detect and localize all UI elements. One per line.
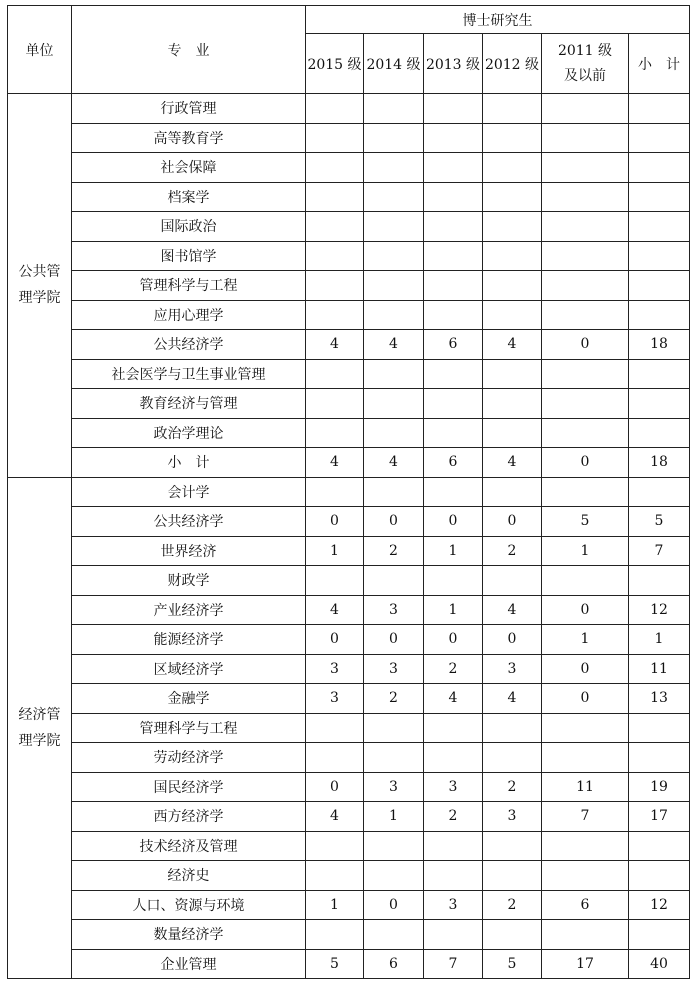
- major-cell: 区域经济学: [72, 654, 306, 684]
- year-2015-cell: 4: [306, 802, 364, 832]
- subtotal-cell: 12: [629, 890, 690, 920]
- subtotal-cell: [629, 743, 690, 773]
- year-2014-cell: [364, 153, 424, 183]
- year-2014-cell: [364, 743, 424, 773]
- year-2015-cell: [306, 418, 364, 448]
- subtotal-cell: [629, 182, 690, 212]
- table-row: [8, 536, 690, 566]
- year-2011-and-before-cell: 0: [542, 595, 629, 625]
- major-cell: 社会保障: [72, 153, 306, 183]
- year-2011-and-before-cell: [542, 389, 629, 419]
- year-2015-cell: 3: [306, 684, 364, 714]
- unit-header: 单位: [8, 6, 72, 94]
- subtotal-cell: [629, 418, 690, 448]
- year-2014-cell: [364, 359, 424, 389]
- year-2013-cell: [424, 212, 483, 242]
- table-row: [8, 654, 690, 684]
- table-row: [8, 182, 690, 212]
- year-2014-cell: [364, 389, 424, 419]
- major-cell: 世界经济: [72, 536, 306, 566]
- year-2013-header: 2013 级: [424, 34, 483, 94]
- subtotal-cell: 40: [629, 949, 690, 979]
- year-2012-cell: [483, 477, 542, 507]
- year-2015-cell: [306, 477, 364, 507]
- year-2012-cell: 2: [483, 536, 542, 566]
- table-row: [8, 684, 690, 714]
- year-2011-and-before-cell: [542, 241, 629, 271]
- major-cell: 企业管理: [72, 949, 306, 979]
- year-2015-cell: [306, 212, 364, 242]
- major-header: 专 业: [72, 6, 306, 94]
- year-2015-cell: 0: [306, 507, 364, 537]
- major-cell: 行政管理: [72, 94, 306, 124]
- year-2015-cell: 3: [306, 654, 364, 684]
- year-2013-cell: [424, 831, 483, 861]
- major-cell: 教育经济与管理: [72, 389, 306, 419]
- year-2011-header-line1: 2011 级: [557, 42, 613, 59]
- year-2011-and-before-cell: [542, 418, 629, 448]
- year-2013-cell: 3: [424, 890, 483, 920]
- year-2011-and-before-cell: [542, 300, 629, 330]
- year-2012-cell: [483, 153, 542, 183]
- major-cell: 图书馆学: [72, 241, 306, 271]
- year-2011-and-before-cell: 0: [542, 684, 629, 714]
- year-2014-cell: [364, 713, 424, 743]
- year-2012-cell: [483, 271, 542, 301]
- year-2013-cell: 6: [424, 330, 483, 360]
- year-2012-cell: [483, 300, 542, 330]
- subtotal-cell: [629, 300, 690, 330]
- table-row: [8, 743, 690, 773]
- year-2011-and-before-cell: 1: [542, 536, 629, 566]
- year-2013-cell: 4: [424, 684, 483, 714]
- year-2012-cell: 3: [483, 802, 542, 832]
- year-2015-cell: [306, 831, 364, 861]
- year-2013-cell: [424, 920, 483, 950]
- unit-cell: [8, 94, 72, 478]
- year-2015-cell: [306, 566, 364, 596]
- year-2012-cell: 5: [483, 949, 542, 979]
- table-row: [8, 241, 690, 271]
- table-row: [8, 861, 690, 891]
- year-2014-header: 2014 级: [364, 34, 424, 94]
- year-2013-cell: [424, 418, 483, 448]
- year-2012-cell: [483, 389, 542, 419]
- year-2011-and-before-cell: 11: [542, 772, 629, 802]
- year-2012-cell: 2: [483, 772, 542, 802]
- subtotal-cell: 11: [629, 654, 690, 684]
- table-row: [8, 94, 690, 124]
- table-row: [8, 389, 690, 419]
- year-2014-cell: 1: [364, 802, 424, 832]
- major-cell: 国民经济学: [72, 772, 306, 802]
- subtotal-cell: [629, 566, 690, 596]
- year-2012-cell: [483, 566, 542, 596]
- year-2011-and-before-cell: [542, 861, 629, 891]
- year-2014-cell: 2: [364, 684, 424, 714]
- year-2014-cell: [364, 418, 424, 448]
- subtotal-header: 小 计: [629, 34, 690, 94]
- major-cell: 经济史: [72, 861, 306, 891]
- year-2011-and-before-cell: [542, 920, 629, 950]
- table-row: [8, 123, 690, 153]
- table-row: [8, 713, 690, 743]
- year-2011-and-before-cell: [542, 743, 629, 773]
- year-2014-cell: [364, 271, 424, 301]
- year-2013-cell: 0: [424, 507, 483, 537]
- year-2011-and-before-cell: 6: [542, 890, 629, 920]
- subtotal-cell: [629, 153, 690, 183]
- subtotal-cell: [629, 123, 690, 153]
- year-2012-cell: [483, 861, 542, 891]
- subtotal-cell: 18: [629, 448, 690, 478]
- year-2011-and-before-cell: [542, 713, 629, 743]
- subtotal-cell: [629, 713, 690, 743]
- subtotal-cell: [629, 94, 690, 124]
- year-2014-cell: 3: [364, 772, 424, 802]
- year-2012-cell: 0: [483, 625, 542, 655]
- major-cell: 应用心理学: [72, 300, 306, 330]
- table-row: [8, 625, 690, 655]
- major-cell: 劳动经济学: [72, 743, 306, 773]
- table-row: [8, 595, 690, 625]
- table-header: [8, 6, 690, 94]
- subtotal-cell: 13: [629, 684, 690, 714]
- year-2012-cell: [483, 94, 542, 124]
- table-row: [8, 802, 690, 832]
- table-row: [8, 300, 690, 330]
- year-2012-cell: 4: [483, 684, 542, 714]
- year-2011-and-before-cell: 7: [542, 802, 629, 832]
- year-2014-cell: [364, 861, 424, 891]
- year-2012-cell: [483, 212, 542, 242]
- major-cell: 高等教育学: [72, 123, 306, 153]
- subtotal-cell: 1: [629, 625, 690, 655]
- year-2014-cell: 3: [364, 595, 424, 625]
- major-cell: 人口、资源与环境: [72, 890, 306, 920]
- major-cell: 公共经济学: [72, 330, 306, 360]
- year-2013-cell: 1: [424, 595, 483, 625]
- year-2012-cell: 0: [483, 507, 542, 537]
- year-2012-cell: 4: [483, 448, 542, 478]
- major-cell: 社会医学与卫生事业管理: [72, 359, 306, 389]
- major-cell: 西方经济学: [72, 802, 306, 832]
- year-2011-and-before-cell: [542, 182, 629, 212]
- year-2013-cell: 3: [424, 772, 483, 802]
- year-2014-cell: 2: [364, 536, 424, 566]
- year-2013-cell: [424, 241, 483, 271]
- year-2015-cell: [306, 153, 364, 183]
- table-row: [8, 359, 690, 389]
- year-2011-and-before-cell: 5: [542, 507, 629, 537]
- year-2015-cell: [306, 389, 364, 419]
- table-row: [8, 153, 690, 183]
- year-2013-cell: [424, 566, 483, 596]
- table-row: [8, 418, 690, 448]
- year-2012-cell: [483, 743, 542, 773]
- subtotal-cell: [629, 359, 690, 389]
- major-cell: 财政学: [72, 566, 306, 596]
- year-2014-cell: [364, 477, 424, 507]
- year-2014-cell: [364, 182, 424, 212]
- year-2012-cell: 4: [483, 595, 542, 625]
- year-2015-cell: 0: [306, 625, 364, 655]
- year-2014-cell: 3: [364, 654, 424, 684]
- year-2013-cell: [424, 861, 483, 891]
- year-2015-cell: [306, 861, 364, 891]
- year-2014-cell: [364, 212, 424, 242]
- year-2015-cell: [306, 359, 364, 389]
- year-2015-header: 2015 级: [306, 34, 364, 94]
- year-2011-and-before-cell: [542, 566, 629, 596]
- year-2011-and-before-cell: 0: [542, 654, 629, 684]
- year-2012-header: 2012 级: [483, 34, 542, 94]
- unit-label: 公共管理学院: [18, 264, 61, 307]
- year-2013-cell: [424, 271, 483, 301]
- table-row: [8, 566, 690, 596]
- major-cell: 产业经济学: [72, 595, 306, 625]
- year-2011-and-before-cell: 17: [542, 949, 629, 979]
- year-2012-cell: [483, 359, 542, 389]
- year-2014-cell: [364, 920, 424, 950]
- year-2015-cell: 1: [306, 536, 364, 566]
- year-2011-and-before-cell: [542, 123, 629, 153]
- year-2014-cell: [364, 566, 424, 596]
- subtotal-cell: 5: [629, 507, 690, 537]
- year-2011-and-before-cell: 1: [542, 625, 629, 655]
- year-2013-cell: 1: [424, 536, 483, 566]
- year-2015-cell: 5: [306, 949, 364, 979]
- table-row: [8, 271, 690, 301]
- year-2012-cell: [483, 241, 542, 271]
- major-cell: 小 计: [72, 448, 306, 478]
- table-row: [8, 949, 690, 979]
- year-2015-cell: [306, 743, 364, 773]
- table-row: [8, 212, 690, 242]
- year-2015-cell: [306, 271, 364, 301]
- year-2015-cell: 1: [306, 890, 364, 920]
- year-2013-cell: [424, 477, 483, 507]
- major-cell: 档案学: [72, 182, 306, 212]
- year-2014-cell: [364, 94, 424, 124]
- year-2014-cell: 4: [364, 330, 424, 360]
- year-2011-and-before-cell: [542, 94, 629, 124]
- year-2011-and-before-cell: 0: [542, 448, 629, 478]
- table-row: [8, 507, 690, 537]
- subtotal-cell: [629, 212, 690, 242]
- subtotal-cell: 12: [629, 595, 690, 625]
- subtotal-cell: 17: [629, 802, 690, 832]
- major-cell: 政治学理论: [72, 418, 306, 448]
- year-2014-cell: [364, 241, 424, 271]
- subtotal-cell: [629, 920, 690, 950]
- year-2011-header-line2: 及以前: [564, 67, 606, 84]
- year-2014-cell: 4: [364, 448, 424, 478]
- major-cell: 数量经济学: [72, 920, 306, 950]
- subtotal-cell: [629, 831, 690, 861]
- year-2015-cell: [306, 300, 364, 330]
- major-cell: 技术经济及管理: [72, 831, 306, 861]
- year-2014-cell: [364, 123, 424, 153]
- year-2014-cell: [364, 300, 424, 330]
- year-2012-cell: [483, 182, 542, 212]
- major-cell: 管理科学与工程: [72, 271, 306, 301]
- subtotal-cell: 7: [629, 536, 690, 566]
- year-2015-cell: [306, 713, 364, 743]
- header-row-top: [8, 6, 690, 34]
- year-2011-and-before-cell: [542, 359, 629, 389]
- subtotal-cell: [629, 241, 690, 271]
- year-2013-cell: [424, 359, 483, 389]
- year-2014-cell: 0: [364, 507, 424, 537]
- year-2012-cell: [483, 713, 542, 743]
- year-2013-cell: [424, 153, 483, 183]
- year-2012-cell: 2: [483, 890, 542, 920]
- year-2013-cell: 0: [424, 625, 483, 655]
- subtotal-cell: 19: [629, 772, 690, 802]
- year-2013-cell: 7: [424, 949, 483, 979]
- year-2012-cell: [483, 831, 542, 861]
- doctoral-group-header: 博士研究生: [306, 6, 690, 34]
- major-cell: 管理科学与工程: [72, 713, 306, 743]
- year-2014-cell: [364, 831, 424, 861]
- year-2013-cell: [424, 743, 483, 773]
- unit-cell: [8, 477, 72, 979]
- table-row: [8, 831, 690, 861]
- year-2015-cell: [306, 182, 364, 212]
- year-2014-cell: 0: [364, 890, 424, 920]
- year-2015-cell: 0: [306, 772, 364, 802]
- year-2013-cell: [424, 123, 483, 153]
- major-cell: 会计学: [72, 477, 306, 507]
- table-row: [8, 477, 690, 507]
- year-2011-and-before-cell: [542, 153, 629, 183]
- year-2011-and-before-header: [542, 34, 629, 94]
- year-2015-cell: [306, 94, 364, 124]
- table-row: [8, 772, 690, 802]
- year-2012-cell: 3: [483, 654, 542, 684]
- year-2015-cell: 4: [306, 595, 364, 625]
- year-2015-cell: 4: [306, 330, 364, 360]
- year-2013-cell: [424, 300, 483, 330]
- year-2012-cell: [483, 920, 542, 950]
- year-2013-cell: [424, 94, 483, 124]
- table-row: [8, 920, 690, 950]
- year-2013-cell: [424, 713, 483, 743]
- year-2013-cell: 6: [424, 448, 483, 478]
- year-2015-cell: [306, 241, 364, 271]
- table-row: [8, 448, 690, 478]
- year-2013-cell: 2: [424, 802, 483, 832]
- year-2011-and-before-cell: [542, 477, 629, 507]
- table-row: [8, 330, 690, 360]
- year-2012-cell: 4: [483, 330, 542, 360]
- year-2015-cell: 4: [306, 448, 364, 478]
- year-2013-cell: [424, 182, 483, 212]
- year-2011-and-before-cell: 0: [542, 330, 629, 360]
- year-2014-cell: 0: [364, 625, 424, 655]
- subtotal-cell: [629, 389, 690, 419]
- year-2011-and-before-cell: [542, 831, 629, 861]
- table-row: [8, 890, 690, 920]
- major-cell: 公共经济学: [72, 507, 306, 537]
- year-2015-cell: [306, 123, 364, 153]
- year-2012-cell: [483, 123, 542, 153]
- subtotal-cell: 18: [629, 330, 690, 360]
- unit-label: 经济管理学院: [18, 706, 61, 749]
- subtotal-cell: [629, 861, 690, 891]
- subtotal-cell: [629, 477, 690, 507]
- major-cell: 金融学: [72, 684, 306, 714]
- table-body: [8, 94, 690, 979]
- major-cell: 能源经济学: [72, 625, 306, 655]
- year-2011-and-before-cell: [542, 271, 629, 301]
- year-2012-cell: [483, 418, 542, 448]
- year-2014-cell: 6: [364, 949, 424, 979]
- doctoral-enrollment-table: [7, 5, 690, 979]
- major-cell: 国际政治: [72, 212, 306, 242]
- subtotal-cell: [629, 271, 690, 301]
- year-2015-cell: [306, 920, 364, 950]
- year-2011-and-before-cell: [542, 212, 629, 242]
- year-2013-cell: [424, 389, 483, 419]
- year-2013-cell: 2: [424, 654, 483, 684]
